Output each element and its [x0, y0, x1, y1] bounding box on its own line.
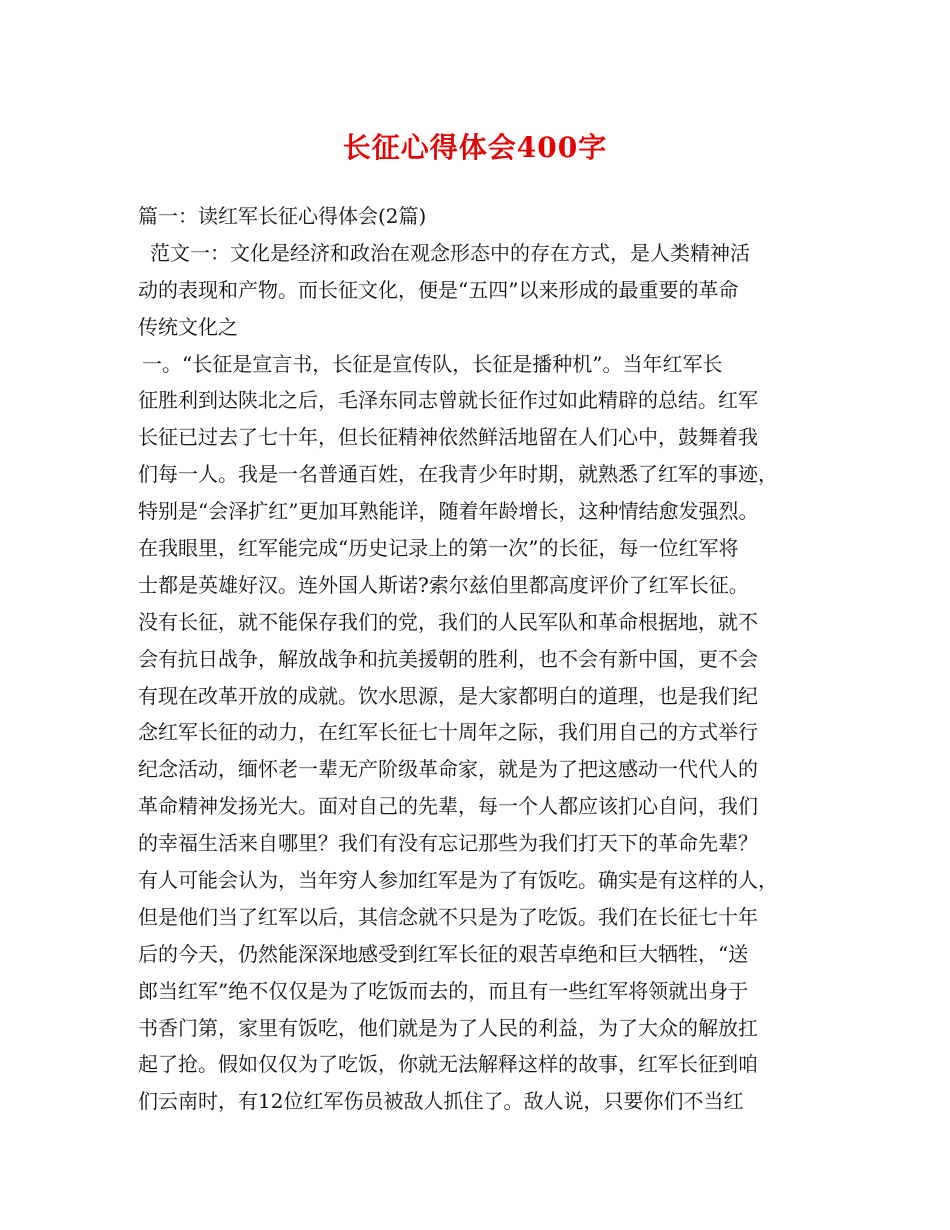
- text-line: 没有长征，就不能保存我们的党，我们的人民军队和革命根据地，就不: [138, 609, 758, 634]
- text-line: 们云南时，有12位红军伤员被敌人抓住了。敌人说，只要你们不当红: [138, 1089, 744, 1114]
- text-line: 书香门第，家里有饭吃，他们就是为了人民的利益，为了大众的解放扛: [138, 1015, 758, 1040]
- text-line: 动的表现和产物。而长征文化，便是“五四”以来形成的最重要的革命: [138, 277, 739, 302]
- document-body: [138, 198, 820, 1120]
- text-line: 长征已过去了七十年，但长征精神依然鲜活地留在人们心中，鼓舞着我: [138, 425, 758, 450]
- text-line: 起了抢。假如仅仅为了吃饭，你就无法解释这样的故事，红军长征到咱: [138, 1052, 758, 1077]
- text-line: 篇一：读红军长征心得体会(2篇): [138, 204, 427, 228]
- text-line: 念红军长征的动力，在红军长征七十周年之际，我们用自己的方式举行: [138, 720, 758, 745]
- text-line: 但是他们当了红军以后，其信念就不只是为了吃饭。我们在长征七十年: [138, 904, 758, 929]
- text-line: 会有抗日战争，解放战争和抗美援朝的胜利，也不会有新中国，更不会: [138, 646, 758, 671]
- text-line: 有现在改革开放的成就。饮水思源，是大家都明白的道理，也是我们纪: [138, 683, 758, 708]
- text-line: 士都是英雄好汉。连外国人斯诺?索尔兹伯里都高度评价了红军长征。: [138, 572, 749, 597]
- text-line: 有人可能会认为，当年穷人参加红军是为了有饭吃。确实是有这样的人，: [138, 868, 778, 893]
- text-line: 革命精神发扬光大。面对自己的先辈，每一个人都应该扪心自问，我们: [138, 794, 758, 819]
- text-line: 的幸福生活来自哪里？我们有没有忘记那些为我们打天下的革命先辈？: [138, 831, 758, 856]
- document-title: 长征心得体会400字: [342, 131, 608, 164]
- text-line: 范文一：文化是经济和政治在观念形态中的存在方式，是人类精神活: [150, 240, 750, 265]
- text-line: 郎当红军”绝不仅仅是为了吃饭而去的，而且有一些红军将领就出身于: [138, 978, 749, 1003]
- text-line: 传统文化之: [138, 314, 238, 339]
- text-line: 在我眼里，红军能完成“历史记录上的第一次”的长征，每一位红军将: [138, 536, 739, 561]
- text-line: 纪念活动，缅怀老一辈无产阶级革命家，就是为了把这感动一代代人的: [138, 757, 758, 782]
- text-line: 后的今天，仍然能深深地感受到红军长征的艰苦卓绝和巨大牺牲，“送: [138, 941, 749, 966]
- text-line: 一。“长征是宣言书，长征是宣传队，长征是播种机”。当年红军长: [142, 351, 723, 376]
- text-line: 特别是“会泽扩红”更加耳熟能详，随着年龄增长，这种情结愈发强烈。: [138, 499, 759, 524]
- text-line: 们每一人。我是一名普通百姓，在我青少年时期，就熟悉了红军的事迹，: [138, 462, 778, 487]
- text-line: 征胜利到达陕北之后，毛泽东同志曾就长征作过如此精辟的总结。红军: [138, 388, 758, 413]
